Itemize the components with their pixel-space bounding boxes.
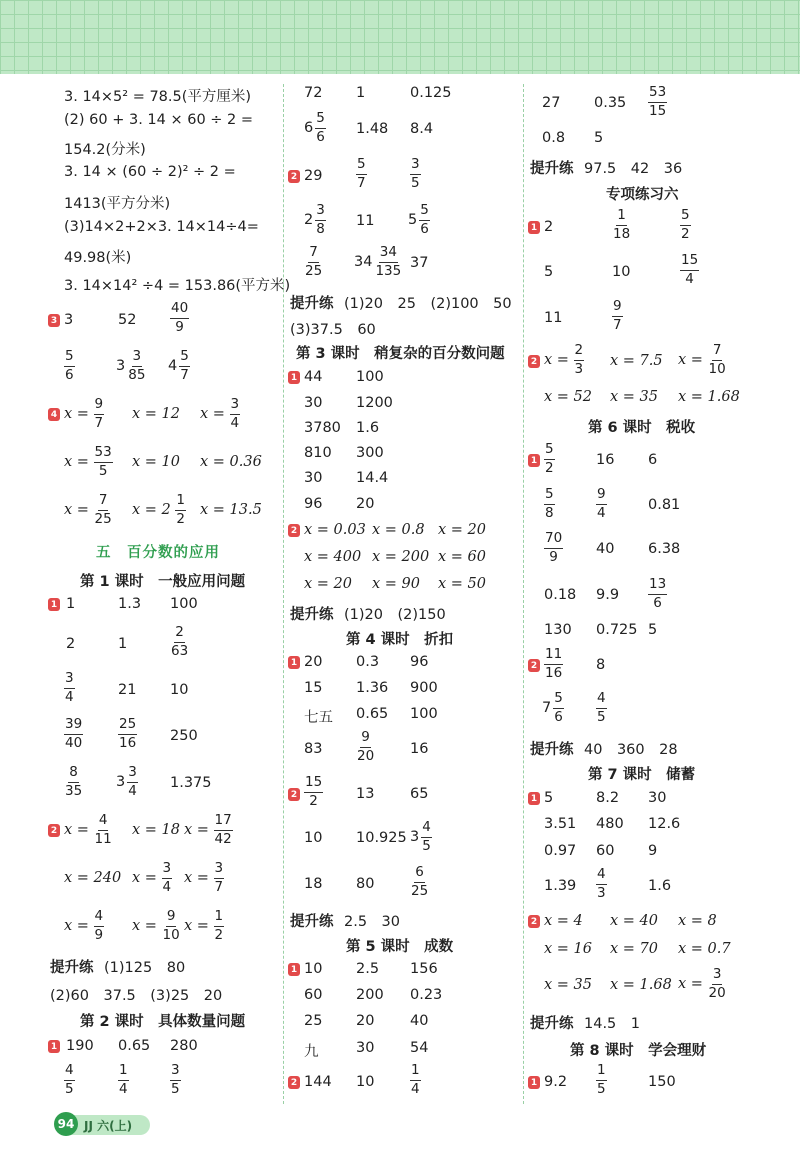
question-badge: 1 [288, 371, 300, 384]
answer-value: 30 [304, 470, 323, 486]
mixed-number: 5 $\frac{5}{6}$ [408, 202, 429, 237]
answer-value: 2 [544, 219, 554, 235]
answer-value: 1200 [356, 395, 393, 411]
equation: x = 16 [544, 941, 592, 957]
answer-line: (2) 60 + 3. 14 × 60 ÷ 2 = [64, 112, 254, 128]
equation: x = 200 [372, 549, 430, 565]
answer-value: 30 [648, 790, 667, 806]
fraction: $\frac{1}{4}$ [411, 1062, 420, 1097]
answer-line: 154.2(分米) [64, 142, 146, 158]
answer-value: 130 [544, 622, 572, 638]
answer-line: 1413(平方分米) [64, 196, 171, 212]
answer-value: 8.4 [410, 121, 434, 137]
answer-value: 20 [304, 654, 323, 670]
answer-line: 49.98(米) [64, 250, 132, 266]
answer-value: 96 [410, 654, 429, 670]
tisheng-label: 提升练 [530, 1016, 574, 1032]
answer-value: 1.6 [648, 878, 672, 894]
answer-line: (3)37.5 60 [290, 322, 376, 338]
equation: x = 35 [544, 977, 592, 993]
equation: x = 0.03 [304, 522, 366, 538]
answer-line: 14.5 1 [584, 1016, 641, 1032]
question-badge: 2 [288, 788, 300, 801]
answer-value: 100 [410, 706, 438, 722]
answer-value: 54 [410, 1040, 429, 1056]
fraction: $\frac{7}{25}$ [305, 244, 323, 279]
question-badge: 2 [288, 170, 300, 183]
answer-line: (3)14×2+2×3. 14×14÷4= [64, 219, 259, 235]
answer-line: (2)60 37.5 (3)25 20 [50, 988, 223, 1004]
answer-value: 0.65 [118, 1038, 151, 1054]
fraction: $\frac{9}{7}$ [613, 298, 622, 333]
answer-value: 10 [612, 264, 631, 280]
fraction: $\frac{4}{3}$ [597, 866, 606, 901]
answer-value: 72 [304, 85, 323, 101]
question-badge: 1 [48, 1040, 60, 1053]
answer-value: 10 [304, 830, 323, 846]
fraction: $\frac{5}{2}$ [545, 441, 554, 476]
question-badge: 1 [528, 454, 540, 467]
answer-value: 52 [118, 312, 137, 328]
answer-value: 5 [544, 264, 554, 280]
fraction: $\frac{1}{4}$ [119, 1062, 128, 1097]
equation: x = 0.36 [200, 454, 262, 470]
answer-value: 0.3 [356, 654, 380, 670]
question-badge: 2 [48, 824, 60, 837]
fraction: $\frac{5}{6}$ [65, 348, 74, 383]
answer-value: 14.4 [356, 470, 389, 486]
answer-line: 3. 14×14² ÷4 = 153.86(平方米) [64, 278, 291, 294]
question-badge: 1 [528, 221, 540, 234]
equation: x = 2 $\frac{1}{2}$ [132, 492, 185, 527]
answer-value: 1.36 [356, 680, 389, 696]
equation: x = 12 [132, 406, 180, 422]
equation: x = $\frac{2}{3}$ [544, 342, 584, 377]
unit-title: 五 百分数的应用 [96, 545, 220, 561]
column-divider [283, 84, 284, 1104]
answer-line: (1)20 (2)150 [344, 607, 446, 623]
answer-value: 6.38 [648, 541, 681, 557]
mixed-number: 6 $\frac{5}{6}$ [304, 110, 325, 145]
question-badge: 4 [48, 408, 60, 421]
question-badge: 2 [288, 524, 300, 537]
tisheng-label: 提升练 [290, 607, 334, 623]
answer-value: 20 [356, 1013, 375, 1029]
question-badge: 3 [48, 314, 60, 327]
answer-value: 80 [356, 876, 375, 892]
tisheng-label: 提升练 [530, 742, 574, 758]
fraction: $\frac{4}{5}$ [65, 1062, 74, 1097]
answer-value: 30 [356, 1040, 375, 1056]
question-badge: 2 [288, 1076, 300, 1089]
equation: x = 20 [438, 522, 486, 538]
column-divider [523, 84, 524, 1104]
fraction: $\frac{5}{2}$ [681, 207, 690, 242]
answer-value: 60 [596, 843, 615, 859]
fraction: $\frac{39}{40}$ [65, 716, 83, 751]
lesson-title: 第 5 课时 成数 [346, 939, 454, 955]
answer-value: 3.51 [544, 816, 577, 832]
answer-value: 8.2 [596, 790, 620, 806]
answer-value: 1.3 [118, 596, 142, 612]
answer-value: 44 [304, 369, 323, 385]
question-badge: 2 [528, 659, 540, 672]
equation: x = 20 [304, 576, 352, 592]
fraction: $\frac{11}{16}$ [545, 646, 563, 681]
equation: x = $\frac{7}{10}$ [678, 342, 726, 377]
fraction: $\frac{15}{2}$ [305, 774, 323, 809]
answer-value: 27 [542, 95, 561, 111]
answer-value: 16 [596, 452, 615, 468]
answer-value: 0.35 [594, 95, 627, 111]
answer-value: 0.125 [410, 85, 452, 101]
answer-value: 18 [304, 876, 323, 892]
fraction: $\frac{70}{9}$ [545, 530, 563, 565]
fraction: $\frac{3}{5}$ [411, 156, 420, 191]
answer-line: 3. 14 × (60 ÷ 2)² ÷ 2 = [64, 164, 236, 180]
answer-value: 30 [304, 395, 323, 411]
answer-value: 100 [356, 369, 384, 385]
answer-value: 2.5 [356, 961, 380, 977]
answer-line: 97.5 42 36 [584, 161, 683, 177]
lesson-title: 第 4 课时 折扣 [346, 632, 454, 648]
answer-value: 20 [356, 496, 375, 512]
equation: x = 35 [610, 389, 658, 405]
answer-value: 21 [118, 682, 137, 698]
mixed-number: 3 $\frac{4}{5}$ [410, 819, 431, 854]
answer-value: 9.9 [596, 587, 620, 603]
answer-value: 1.48 [356, 121, 389, 137]
answer-value: 13 [356, 786, 375, 802]
answer-value: 七五 [304, 710, 333, 726]
equation: x = $\frac{9}{10}$ [132, 908, 180, 943]
answer-value: 0.18 [544, 587, 577, 603]
answer-value: 5 [594, 130, 604, 146]
question-badge: 1 [48, 598, 60, 611]
answer-value: 11 [356, 213, 375, 229]
equation: x = 7.5 [610, 353, 663, 369]
question-badge: 2 [528, 355, 540, 368]
fraction: $\frac{9}{4}$ [597, 486, 606, 521]
mixed-number: 4 $\frac{5}{7}$ [168, 348, 189, 383]
equation: x = $\frac{9}{7}$ [64, 396, 104, 431]
fraction: $\frac{1}{18}$ [613, 207, 631, 242]
fraction: $\frac{53}{15}$ [649, 84, 667, 119]
answer-value: 5 [544, 790, 554, 806]
answer-value: 1.375 [170, 775, 212, 791]
lesson-title: 第 8 课时 学会理财 [570, 1043, 707, 1059]
answer-value: 0.81 [648, 497, 681, 513]
special-title: 专项练习六 [606, 187, 679, 203]
answer-value: 3 [64, 312, 74, 328]
equation: x = 90 [372, 576, 420, 592]
answer-value: 1 [356, 85, 366, 101]
answer-value: 11 [544, 310, 563, 326]
answer-value: 8 [596, 657, 606, 673]
equation: x = $\frac{3}{7}$ [184, 860, 224, 895]
equation: x = 0.7 [678, 941, 731, 957]
lesson-title: 第 2 课时 具体数量问题 [80, 1014, 246, 1030]
question-badge: 1 [528, 1076, 540, 1089]
answer-value: 5 [648, 622, 658, 638]
answer-value: 九 [304, 1044, 319, 1060]
answer-value: 1.39 [544, 878, 577, 894]
answer-value: 10 [170, 682, 189, 698]
equation: x = $\frac{4}{11}$ [64, 812, 112, 847]
answer-value: 29 [304, 168, 323, 184]
tisheng-label: 提升练 [530, 161, 574, 177]
answer-value: 83 [304, 741, 323, 757]
answer-line: 3. 14×5² = 78.5(平方厘米) [64, 89, 252, 105]
fraction: $\frac{40}{9}$ [171, 300, 189, 335]
lesson-title: 第 7 课时 储蓄 [588, 767, 696, 783]
answer-value: 9.2 [544, 1074, 568, 1090]
answer-value: 10.925 [356, 830, 407, 846]
answer-value: 16 [410, 741, 429, 757]
answer-value: 156 [410, 961, 438, 977]
answer-value: 1.6 [356, 420, 380, 436]
mixed-number: 2 $\frac{3}{8}$ [304, 202, 325, 237]
equation: x = $\frac{1}{2}$ [184, 908, 224, 943]
lesson-title: 第 1 课时 一般应用问题 [80, 574, 246, 590]
lesson-title: 第 6 课时 税收 [588, 420, 696, 436]
equation: x = 1.68 [610, 977, 672, 993]
answer-value: 10 [356, 1074, 375, 1090]
answer-value: 190 [66, 1038, 94, 1054]
equation: x = 13.5 [200, 502, 262, 518]
answer-value: 0.23 [410, 987, 443, 1003]
fraction: $\frac{15}{4}$ [681, 252, 699, 287]
answer-value: 0.97 [544, 843, 577, 859]
answer-value: 40 [596, 541, 615, 557]
equation: x = 10 [132, 454, 180, 470]
fraction: $\frac{6}{25}$ [411, 864, 429, 899]
answer-value: 12.6 [648, 816, 681, 832]
question-badge: 1 [288, 656, 300, 669]
mixed-number: 3 $\frac{3}{85}$ [116, 348, 146, 383]
equation: x = 60 [438, 549, 486, 565]
fraction: $\frac{9}{20}$ [357, 729, 375, 764]
header-grid-band [0, 0, 800, 74]
equation: x = 240 [64, 870, 122, 886]
answer-value: 0.725 [596, 622, 638, 638]
tisheng-label: 提升练 [290, 296, 334, 312]
fraction: $\frac{13}{6}$ [649, 576, 667, 611]
fraction: $\frac{4}{5}$ [597, 690, 606, 725]
answer-line: (1)125 80 [104, 960, 186, 976]
equation: x = $\frac{17}{42}$ [184, 812, 232, 847]
answer-value: 96 [304, 496, 323, 512]
answer-value: 2 [66, 636, 76, 652]
tisheng-label: 提升练 [50, 960, 94, 976]
answer-line: (1)20 25 (2)100 50 [344, 296, 512, 312]
answer-value: 100 [170, 596, 198, 612]
book-label: JJ 六(上) [84, 1119, 133, 1133]
equation: x = $\frac{7}{25}$ [64, 492, 112, 527]
equation: x = 0.8 [372, 522, 425, 538]
answer-value: 150 [648, 1074, 676, 1090]
answer-value: 10 [304, 961, 323, 977]
fraction: $\frac{8}{35}$ [65, 764, 83, 799]
equation: x = 18 [132, 822, 180, 838]
lesson-title: 第 3 课时 稍复杂的百分数问题 [296, 346, 505, 362]
equation: x = $\frac{4}{9}$ [64, 908, 104, 943]
answer-value: 25 [304, 1013, 323, 1029]
equation: x = 400 [304, 549, 362, 565]
fraction: $\frac{25}{16}$ [119, 716, 137, 751]
equation: x = 40 [610, 913, 658, 929]
equation: x = $\frac{3}{4}$ [200, 396, 240, 431]
equation: x = $\frac{3}{20}$ [678, 966, 726, 1001]
equation: x = 52 [544, 389, 592, 405]
answer-value: 3780 [304, 420, 341, 436]
answer-value: 65 [410, 786, 429, 802]
mixed-number: 34 $\frac{34}{135}$ [354, 244, 402, 279]
fraction: $\frac{2}{63}$ [171, 624, 189, 659]
answer-value: 480 [596, 816, 624, 832]
answer-value: 9 [648, 843, 658, 859]
answer-value: 250 [170, 728, 198, 744]
answer-value: 37 [410, 255, 429, 271]
answer-value: 1 [66, 596, 76, 612]
question-badge: 2 [528, 915, 540, 928]
answer-value: 300 [356, 445, 384, 461]
answer-value: 200 [356, 987, 384, 1003]
answer-value: 0.8 [542, 130, 566, 146]
equation: x = 8 [678, 913, 717, 929]
answer-value: 6 [648, 452, 658, 468]
answer-value: 15 [304, 680, 323, 696]
equation: x = 1.68 [678, 389, 740, 405]
fraction: $\frac{5}{7}$ [357, 156, 366, 191]
answer-value: 60 [304, 987, 323, 1003]
fraction: $\frac{5}{8}$ [545, 486, 554, 521]
answer-value: 280 [170, 1038, 198, 1054]
equation: x = $\frac{3}{4}$ [132, 860, 172, 895]
fraction: $\frac{3}{4}$ [65, 670, 74, 705]
equation: x = 4 [544, 913, 583, 929]
equation: x = 50 [438, 576, 486, 592]
equation: x = $\frac{53}{5}$ [64, 444, 112, 479]
question-badge: 1 [528, 792, 540, 805]
question-badge: 1 [288, 963, 300, 976]
mixed-number: 3 $\frac{3}{4}$ [116, 764, 137, 799]
tisheng-label: 提升练 [290, 914, 334, 930]
answer-value: 810 [304, 445, 332, 461]
answer-line: 40 360 28 [584, 742, 678, 758]
mixed-number: 7 $\frac{5}{6}$ [542, 690, 563, 725]
answer-value: 144 [304, 1074, 332, 1090]
answer-line: 2.5 30 [344, 914, 401, 930]
answer-value: 0.65 [356, 706, 389, 722]
page-number: 94 [54, 1112, 78, 1136]
equation: x = 70 [610, 941, 658, 957]
answer-value: 1 [118, 636, 128, 652]
answer-value: 40 [410, 1013, 429, 1029]
answer-value: 900 [410, 680, 438, 696]
fraction: $\frac{3}{5}$ [171, 1062, 180, 1097]
fraction: $\frac{1}{5}$ [597, 1062, 606, 1097]
